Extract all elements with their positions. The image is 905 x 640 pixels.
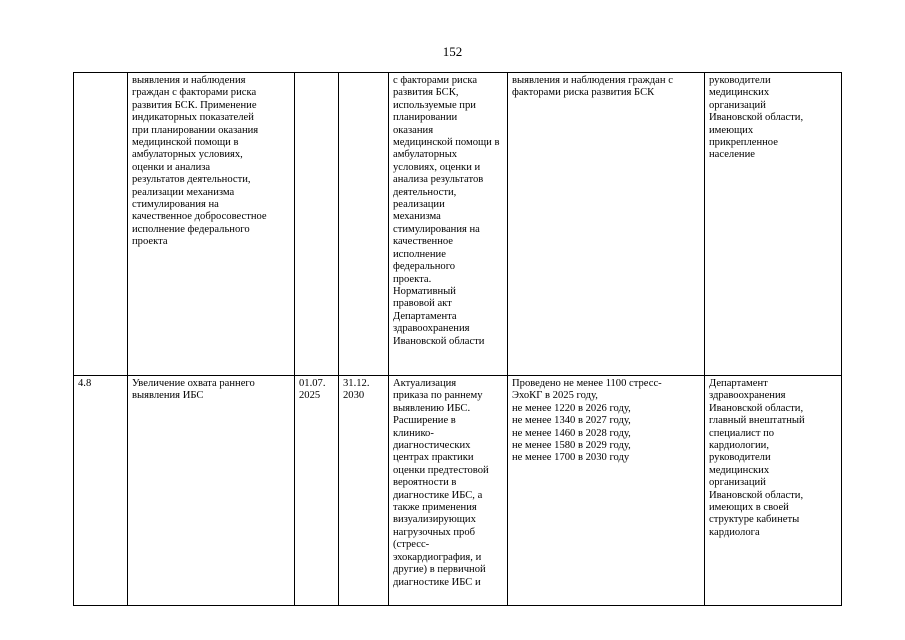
cell-expected-result: выявления и наблюдения граждан с факторами риска развития БСК: [508, 73, 705, 376]
cell-expected-result: Проведено не менее 1100 стресс- ЭхоКГ в 2025 году, не менее 1220 в 2026 году, не менее 1340 в 2027 году, не менее 1460 в 2028 году, не менее 1580 в 2029 году, не менее 1700 в 2030 году: [508, 376, 705, 606]
cell-measures: с факторами риска развития БСК, используемые при планировании оказания медицинской помощи в амбулаторных условиях, оценки и анализа результатов деятельности, реализации механизма стимулирования на качественное исполнение федерального проекта. Нормативный правовой акт Департамента здравоохранения Ивановской области: [389, 73, 508, 376]
cell-responsible: руководители медицинских организаций Ивановской области, имеющих прикрепленное население: [705, 73, 842, 376]
table-row: [74, 376, 842, 606]
cell-start-date: 01.07. 2025: [295, 376, 339, 606]
page-number: 152: [442, 44, 463, 59]
plan-table: [73, 72, 842, 606]
cell-end-date: 31.12. 2030: [339, 376, 389, 606]
cell-activity-name: выявления и наблюдения граждан с факторами риска развития БСК. Применение индикаторных показателей при планировании оказания медицинской помощи в амбулаторных условиях, оценки и анализа результатов деятельности, реализации механизма стимулирования на качественное добросовестное исполнение федерального проекта: [128, 73, 295, 376]
cell-measures: Актуализация приказа по раннему выявлению ИБС. Расширение в клинико- диагностических центрах практики оценки предтестовой вероятности в диагностике ИБС, а также применения визуализирующих нагрузочных проб (стресс- эхокардиография, и другие) в первичной диагностике ИБС и: [389, 376, 508, 606]
cell-start-date: [295, 73, 339, 376]
cell-activity-name: Увеличение охвата раннего выявления ИБС: [128, 376, 295, 606]
table-row: [74, 73, 842, 376]
cell-end-date: [339, 73, 389, 376]
cell-responsible: Департамент здравоохранения Ивановской области, главный внештатный специалист по кардиологии, руководители медицинских организаций Ивановской области, имеющих в своей структуре кабинеты кардиолога: [705, 376, 842, 606]
cell-number: 4.8: [74, 376, 128, 606]
cell-number: [74, 73, 128, 376]
